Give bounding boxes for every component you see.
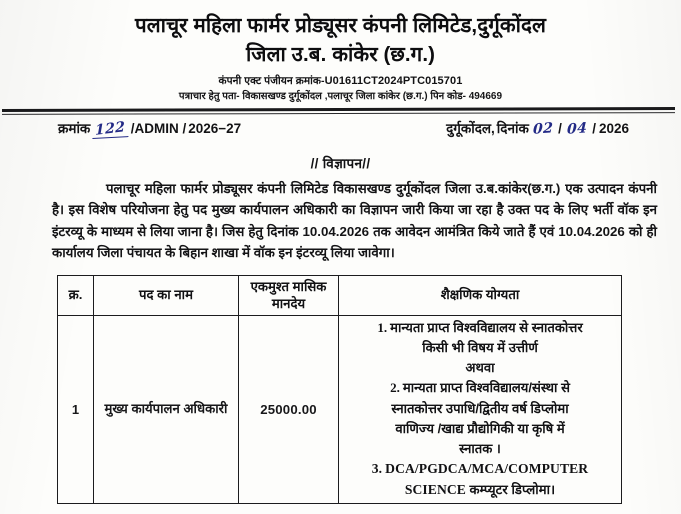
- cell-qualification: [339, 315, 622, 503]
- vacancy-table: [57, 275, 622, 504]
- date-label: दिनांक: [496, 120, 529, 136]
- qualification-item-2-number: 2.: [390, 380, 400, 396]
- reference-row: [0, 114, 681, 138]
- organization-name-line-2: जिला उ.ब. कांकेर (छ.ग.): [245, 43, 436, 67]
- date-month-handwritten: 04: [566, 119, 588, 138]
- qualification-item-2: [342, 378, 618, 397]
- header-monthly-pay: एकमुश्त मासिक मानदेय: [239, 275, 339, 315]
- vacancy-table-wrapper: [57, 275, 622, 504]
- table-header-row: [58, 275, 622, 315]
- date-slash-1: /: [558, 120, 562, 136]
- date-day-handwritten: 02: [532, 119, 554, 138]
- body-text-part-1: पलाचूर महिला फार्मर प्रोड्यूसर कंपनी लिमिटेड विकासखण्ड दुर्गूकोंदल जिला उ.ब.कांकेर(छ.ग.) एक उत्पादन कंपनी है। इस विशेष परियोजना हेतु पद मुख्य कार्यपालन अधिकारी का विज्ञापन जारी किया जा रहा है उक्त पद के लिए भर्ती वॉक इन इंटरव्यू के माध्यम से लिया जाना है। जिस हेतु दिनांक: [52, 180, 657, 239]
- interview-date-2: 10.04.2026: [558, 223, 625, 239]
- body-text-part-2: तक आवेदन आमंत्रित किये जाते हैं एवं: [369, 223, 559, 239]
- qualification-item-2-line-1: मान्यता प्राप्त विश्वविद्यालय/संस्था से: [402, 380, 570, 396]
- qualification-item-3-hindi-2: कम्प्यूटर डिप्लोमा।: [469, 481, 556, 497]
- header-post-name: पद का नाम: [94, 275, 239, 315]
- qualification-item-3-line-1: DCA/PGDCA/MCA/COMPUTER: [385, 460, 589, 476]
- qualification-alternative-separator: अथवा: [465, 359, 495, 375]
- notice-body-paragraph: [52, 178, 657, 264]
- qualification-item-3: [342, 459, 618, 479]
- qualification-item-1-number: 1.: [377, 319, 388, 335]
- qualification-item-1: [342, 318, 618, 337]
- reference-number-block: [58, 119, 241, 138]
- header-qualification: शैक्षणिक योग्यता: [339, 275, 622, 315]
- organization-name-line-1: पलाचूर महिला फार्मर प्रोड्यूसर कंपनी लिमिटेड,दुर्गूकोंदल: [135, 14, 546, 37]
- place-name: दुर्गूकोंदल,: [446, 120, 495, 136]
- date-year: 2026: [598, 120, 629, 136]
- qualification-item-1-line-1: मान्यता प्राप्त विश्वविद्यालय से स्नातकोत्तर: [390, 319, 583, 335]
- reference-label: क्रमांक: [58, 120, 91, 136]
- qualification-item-2-line-3: वाणिज्य /खाद्य प्रौद्योगिकी या कृषि में: [395, 420, 565, 436]
- qualification-item-2-line-4: स्नातक ।: [459, 440, 501, 456]
- reference-handwritten-number: 122: [95, 118, 126, 139]
- registration-label: कंपनी एक्ट पंजीयन क्रमांक-: [218, 75, 325, 88]
- notice-title: // विज्ञापन//: [310, 155, 371, 171]
- qualification-item-3-number: 3.: [371, 460, 383, 476]
- registration-number: U01611CT2024PTC015701: [324, 75, 463, 88]
- table-row: [58, 315, 622, 503]
- application-deadline-date-1: 10.04.2026: [302, 223, 370, 239]
- qualification-item-3-latin-2: SCIENCE: [404, 481, 470, 497]
- registration-line: [0, 73, 681, 90]
- qualification-item-1-continued: किसी भी विषय में उत्तीर्ण: [422, 339, 538, 355]
- cell-serial-number: 1: [58, 315, 94, 503]
- qualification-item-2-line-2: स्नातकोत्तर उपाधि/द्वितीय वर्ष डिप्लोमा: [391, 400, 569, 416]
- reference-admin-text: /ADMIN /: [130, 120, 187, 136]
- reference-year: 2026−27: [188, 120, 242, 136]
- date-slash-2: /: [592, 120, 596, 136]
- date-block: [446, 119, 629, 137]
- qualification-item-3-line-2: [342, 480, 618, 500]
- cell-monthly-pay: 25000.00: [239, 315, 339, 503]
- header-serial-number: क्र.: [58, 275, 94, 315]
- letterhead: [0, 0, 681, 104]
- body-text-part-3: को ही कार्यालय जिला पंचायत के बिहान शाखा में वॉक इन इंटरव्यू लिया जावेगा।: [52, 223, 657, 261]
- cell-post-name: मुख्य कार्यपालन अधिकारी: [94, 315, 239, 503]
- reference-handwritten-number-wrap: [92, 120, 129, 139]
- address-line: पत्राचार हेतु पता- विकासखण्ड दुर्गूकोंदल ,पलाचूर जिला कांकेर (छ.ग.) पिन कोड- 494669: [178, 90, 503, 102]
- qualification-list: [342, 318, 618, 500]
- header-divider: [0, 108, 681, 113]
